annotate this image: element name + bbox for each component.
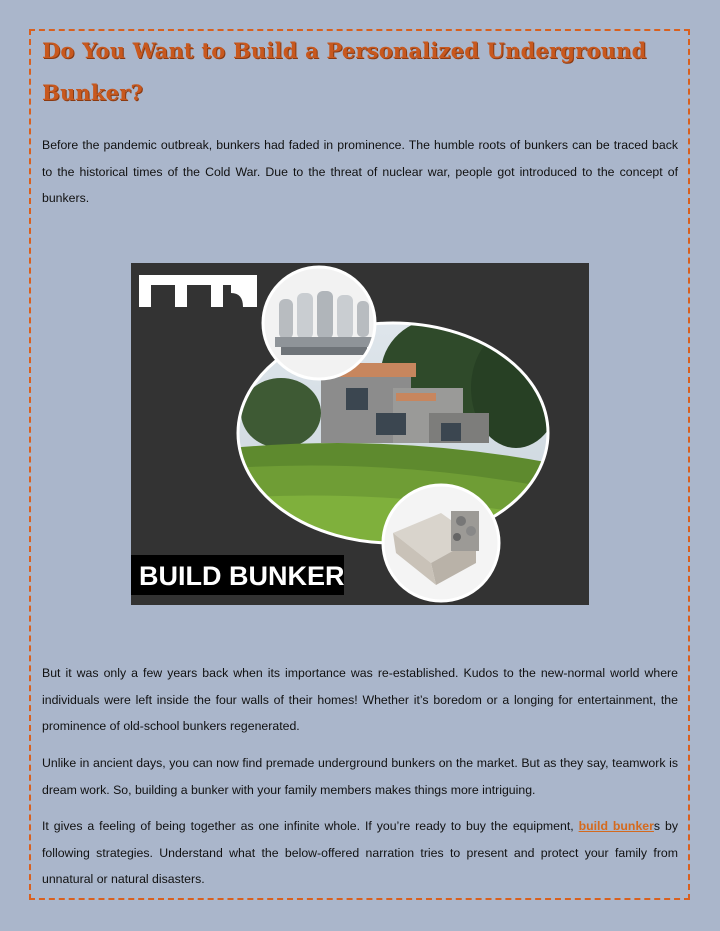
caption-banner-text: BUILD BUNKER <box>139 561 345 591</box>
paragraph-importance: But it was only a few years back when its importance was re-established. Kudos to the new-normal world where individuals were left inside the four walls of their homes! Whether it’s boredom or a longing for entertainment, the prominence of old-school bunkers regenerated. <box>42 666 678 733</box>
construction-circle <box>383 485 499 601</box>
paragraph-intro: Before the pandemic outbreak, bunkers had faded in prominence. The humble roots of bunkers can be traced back to the historical times of the Cold War. Due to the threat of nuclear war, people got introduced to the concept of bunkers. <box>42 138 678 205</box>
paragraph-together <box>42 813 678 893</box>
build-bunker-image <box>131 263 589 605</box>
paragraph-premade: Unlike in ancient days, you can now find premade underground bunkers on the market. But as they say, teamwork is dream work. So, building a bunker with your family members makes things more intriguing. <box>42 756 678 797</box>
build-bunker-illustration <box>131 263 589 605</box>
mb-logo-icon <box>139 275 257 307</box>
page-title: Do You Want to Build a Personalized Underground Bunker? <box>42 38 647 105</box>
equipment-circle <box>263 267 375 379</box>
paragraph-4-text-before: It gives a feeling of being together as one infinite whole. If you’re ready to buy the equipment, <box>42 819 579 833</box>
build-bunker-link[interactable]: build bunker <box>578 819 654 833</box>
paragraph-4-text-after: s by following strategies. Understand what the below-offered narration tries to present and protect your family from unnatural or natural disasters. <box>42 819 678 886</box>
